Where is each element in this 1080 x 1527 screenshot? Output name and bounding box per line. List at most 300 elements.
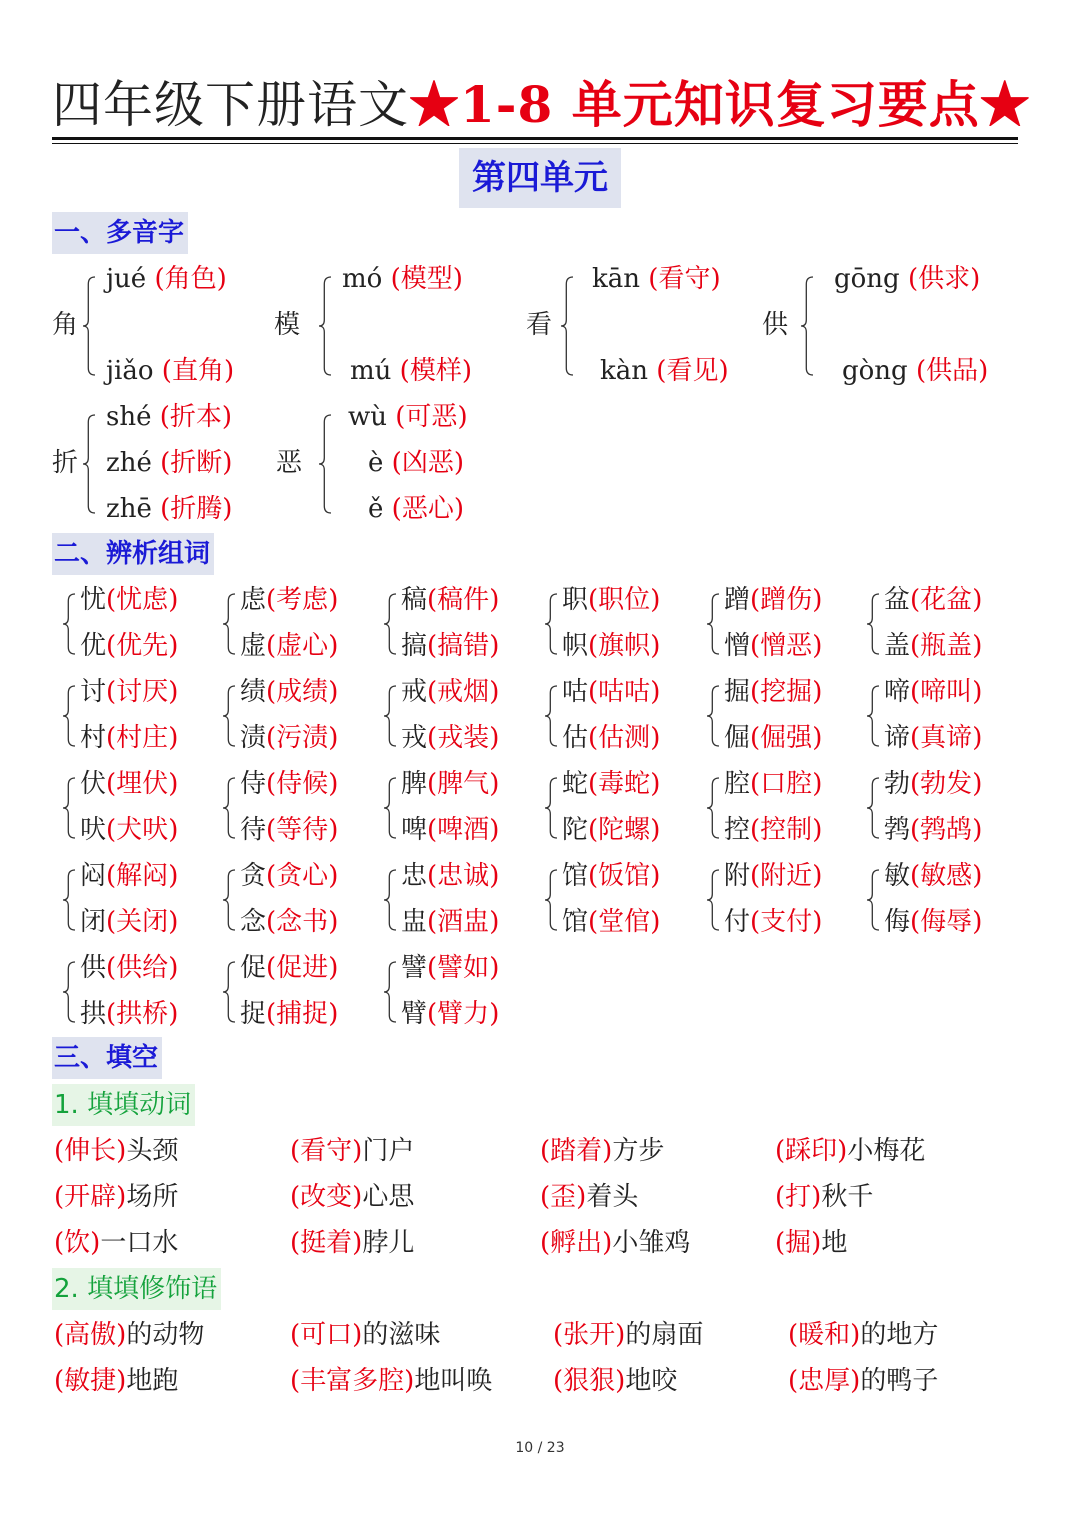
paren: ) bbox=[168, 723, 179, 753]
fill-item bbox=[290, 1134, 414, 1168]
example-word: 供求 bbox=[918, 264, 971, 294]
compare-char: 鹁 bbox=[884, 815, 911, 845]
paren: ( bbox=[427, 677, 438, 707]
paren: ( bbox=[290, 1366, 301, 1396]
compare-char: 敏 bbox=[884, 861, 911, 891]
compare-char: 优 bbox=[80, 631, 107, 661]
paren: ) bbox=[489, 677, 500, 707]
example-word: 看见 bbox=[666, 356, 719, 386]
brace-shape bbox=[222, 869, 236, 931]
phrase-rest: 地咬 bbox=[625, 1366, 678, 1396]
paren: ) bbox=[650, 815, 661, 845]
pinyin: ě bbox=[368, 494, 384, 524]
title-main: 四年级下册语文 bbox=[52, 76, 409, 134]
compare-char: 侮 bbox=[884, 907, 911, 937]
pinyin-line bbox=[342, 262, 463, 296]
brace-shape bbox=[706, 685, 720, 747]
compare-char: 忠 bbox=[401, 861, 428, 891]
brace-shape bbox=[222, 961, 236, 1023]
compare-item bbox=[401, 813, 499, 847]
compare-char: 勃 bbox=[884, 769, 911, 799]
compare-char: 渍 bbox=[240, 723, 267, 753]
paren: ) bbox=[650, 907, 661, 937]
paren: ( bbox=[290, 1136, 301, 1166]
compare-word: 忧虑 bbox=[116, 585, 169, 615]
phrase-rest: 小梅花 bbox=[847, 1136, 926, 1166]
paren: ( bbox=[540, 1136, 551, 1166]
paren: ( bbox=[540, 1228, 551, 1258]
compare-item bbox=[401, 951, 499, 985]
compare-char: 盆 bbox=[884, 585, 911, 615]
paren: ) bbox=[718, 356, 729, 386]
compare-word: 控制 bbox=[760, 815, 813, 845]
paren: ) bbox=[404, 1366, 415, 1396]
paren: ( bbox=[907, 356, 927, 386]
pinyin-line bbox=[834, 262, 980, 296]
compare-item bbox=[240, 997, 338, 1031]
brace-shape bbox=[544, 869, 558, 931]
fill-item bbox=[290, 1226, 414, 1260]
compare-item bbox=[80, 905, 178, 939]
compare-word: 勃发 bbox=[920, 769, 973, 799]
example-word: 折本 bbox=[169, 402, 222, 432]
paren: ( bbox=[54, 1136, 65, 1166]
pinyin: zhē bbox=[106, 494, 152, 524]
compare-char: 馆 bbox=[562, 907, 589, 937]
compare-word: 酒盅 bbox=[437, 907, 490, 937]
paren: ) bbox=[116, 1320, 127, 1350]
example-word: 供品 bbox=[926, 356, 979, 386]
brace-shape bbox=[222, 593, 236, 655]
brace-shape bbox=[82, 276, 96, 376]
fill-item bbox=[775, 1134, 925, 1168]
section-heading-tiankong: 三、填空 bbox=[52, 1037, 162, 1079]
phrase-rest: 脖儿 bbox=[362, 1228, 415, 1258]
paren: ( bbox=[106, 769, 117, 799]
compare-item bbox=[724, 859, 822, 893]
compare-item bbox=[884, 905, 982, 939]
paren: ( bbox=[290, 1182, 301, 1212]
answer-word: 开辟 bbox=[64, 1182, 117, 1212]
pinyin: wù bbox=[348, 402, 387, 432]
paren: ) bbox=[168, 907, 179, 937]
fill-item bbox=[788, 1318, 938, 1352]
paren: ( bbox=[910, 631, 921, 661]
compare-item bbox=[884, 583, 982, 617]
compare-char: 谛 bbox=[884, 723, 911, 753]
compare-char: 啼 bbox=[884, 677, 911, 707]
phrase-rest: 的滋味 bbox=[362, 1320, 441, 1350]
compare-item bbox=[401, 859, 499, 893]
pinyin: gòng bbox=[842, 356, 908, 386]
polyphone-char: 模 bbox=[274, 310, 301, 340]
pinyin: gōng bbox=[834, 264, 900, 294]
paren: ) bbox=[650, 723, 661, 753]
paren: ( bbox=[266, 631, 277, 661]
example-word: 模样 bbox=[409, 356, 462, 386]
compare-char: 稿 bbox=[401, 585, 428, 615]
paren: ) bbox=[489, 631, 500, 661]
paren: ) bbox=[328, 585, 339, 615]
compare-char: 讨 bbox=[80, 677, 107, 707]
phrase-rest: 地 bbox=[821, 1228, 848, 1258]
brace-shape bbox=[383, 685, 397, 747]
compare-word: 估测 bbox=[598, 723, 651, 753]
paren: ( bbox=[910, 723, 921, 753]
compare-char: 陀 bbox=[562, 815, 589, 845]
paren: ( bbox=[54, 1366, 65, 1396]
pinyin-line bbox=[592, 262, 721, 296]
paren: ( bbox=[553, 1320, 564, 1350]
compare-char: 馆 bbox=[562, 861, 589, 891]
paren: ( bbox=[383, 448, 402, 478]
compare-word: 贪心 bbox=[276, 861, 329, 891]
answer-word: 看守 bbox=[300, 1136, 353, 1166]
compare-word: 附近 bbox=[760, 861, 813, 891]
compare-word: 成绩 bbox=[276, 677, 329, 707]
compare-item bbox=[884, 675, 982, 709]
pinyin: kān bbox=[592, 264, 641, 294]
paren: ( bbox=[106, 585, 117, 615]
pinyin-line bbox=[368, 446, 464, 480]
brace-shape bbox=[560, 276, 574, 376]
compare-item bbox=[80, 951, 178, 985]
brace-shape bbox=[544, 685, 558, 747]
compare-word: 毒蛇 bbox=[598, 769, 651, 799]
paren: ( bbox=[750, 907, 761, 937]
compare-word: 促进 bbox=[276, 953, 329, 983]
compare-item bbox=[80, 675, 178, 709]
fill-item bbox=[553, 1364, 677, 1398]
compare-word: 堂倌 bbox=[598, 907, 651, 937]
compare-item bbox=[240, 583, 338, 617]
phrase-rest: 的动物 bbox=[126, 1320, 205, 1350]
paren: ( bbox=[910, 815, 921, 845]
paren: ( bbox=[588, 585, 599, 615]
brace-shape bbox=[544, 777, 558, 839]
brace-shape bbox=[706, 869, 720, 931]
compare-item bbox=[401, 583, 499, 617]
compare-char: 伏 bbox=[80, 769, 107, 799]
paren: ( bbox=[427, 631, 438, 661]
paren: ( bbox=[382, 264, 401, 294]
paren: ) bbox=[216, 264, 227, 294]
paren: ) bbox=[116, 1182, 127, 1212]
brace-shape bbox=[222, 777, 236, 839]
compare-item bbox=[724, 629, 822, 663]
phrase-rest: 的地方 bbox=[860, 1320, 939, 1350]
paren: ( bbox=[910, 585, 921, 615]
paren: ( bbox=[106, 723, 117, 753]
brace-shape bbox=[62, 869, 76, 931]
compare-word: 口腔 bbox=[760, 769, 813, 799]
brace-shape bbox=[383, 593, 397, 655]
paren: ) bbox=[168, 999, 179, 1029]
fill-item bbox=[54, 1134, 178, 1168]
compare-word: 等待 bbox=[276, 815, 329, 845]
paren: ( bbox=[540, 1182, 551, 1212]
compare-char: 憎 bbox=[724, 631, 751, 661]
compare-word: 敏感 bbox=[920, 861, 973, 891]
phrase-rest: 的扇面 bbox=[625, 1320, 704, 1350]
paren: ( bbox=[106, 999, 117, 1029]
paren: ( bbox=[266, 999, 277, 1029]
paren: ( bbox=[588, 907, 599, 937]
fill-item bbox=[54, 1226, 178, 1260]
title-rule-thin bbox=[52, 143, 1018, 144]
compare-word: 拱桥 bbox=[116, 999, 169, 1029]
answer-word: 踏着 bbox=[550, 1136, 603, 1166]
paren: ) bbox=[615, 1366, 626, 1396]
paren: ) bbox=[650, 861, 661, 891]
compare-item bbox=[240, 905, 338, 939]
paren: ) bbox=[812, 585, 823, 615]
phrase-rest: 门户 bbox=[362, 1136, 415, 1166]
paren: ( bbox=[427, 861, 438, 891]
compare-item bbox=[562, 675, 660, 709]
compare-char: 吠 bbox=[80, 815, 107, 845]
compare-item bbox=[80, 813, 178, 847]
compare-item bbox=[562, 905, 660, 939]
paren: ( bbox=[54, 1320, 65, 1350]
compare-word: 旗帜 bbox=[598, 631, 651, 661]
paren: ) bbox=[223, 356, 235, 386]
pinyin: kàn bbox=[600, 356, 649, 386]
paren: ) bbox=[972, 815, 983, 845]
polyphone-char: 恶 bbox=[276, 448, 303, 478]
compare-word: 讨厌 bbox=[116, 677, 169, 707]
paren: ( bbox=[427, 815, 438, 845]
paren: ) bbox=[457, 402, 468, 432]
paren: ( bbox=[588, 723, 599, 753]
paren: ( bbox=[427, 907, 438, 937]
paren: ( bbox=[266, 953, 277, 983]
brace-shape bbox=[318, 414, 332, 514]
compare-char: 促 bbox=[240, 953, 267, 983]
paren: ) bbox=[168, 815, 179, 845]
compare-char: 虑 bbox=[240, 585, 267, 615]
paren: ) bbox=[970, 264, 981, 294]
paren: ) bbox=[489, 585, 500, 615]
answer-word: 可口 bbox=[300, 1320, 353, 1350]
paren: ) bbox=[116, 1136, 127, 1166]
compare-char: 譬 bbox=[401, 953, 428, 983]
compare-item bbox=[562, 859, 660, 893]
phrase-rest: 的鸭子 bbox=[860, 1366, 939, 1396]
compare-item bbox=[80, 721, 178, 755]
pinyin-line bbox=[106, 492, 232, 526]
pinyin-line bbox=[368, 492, 464, 526]
compare-item bbox=[884, 859, 982, 893]
compare-word: 捕捉 bbox=[276, 999, 329, 1029]
polyphone-char: 折 bbox=[52, 448, 79, 478]
title-rule bbox=[52, 137, 1018, 140]
paren: ) bbox=[650, 631, 661, 661]
paren: ( bbox=[266, 907, 277, 937]
compare-word: 念书 bbox=[276, 907, 329, 937]
paren: ( bbox=[588, 631, 599, 661]
fill-item bbox=[540, 1226, 690, 1260]
compare-char: 脾 bbox=[401, 769, 428, 799]
compare-item bbox=[401, 767, 499, 801]
paren: ( bbox=[266, 723, 277, 753]
compare-item bbox=[80, 583, 178, 617]
compare-word: 供给 bbox=[116, 953, 169, 983]
paren: ( bbox=[266, 815, 277, 845]
paren: ( bbox=[151, 494, 171, 524]
paren: ( bbox=[750, 585, 761, 615]
compare-word: 村庄 bbox=[116, 723, 169, 753]
compare-word: 解闷 bbox=[116, 861, 169, 891]
pinyin-line bbox=[842, 354, 988, 388]
compare-word: 支付 bbox=[760, 907, 813, 937]
paren: ( bbox=[383, 494, 402, 524]
paren: ( bbox=[266, 677, 277, 707]
compare-item bbox=[80, 997, 178, 1031]
compare-char: 啤 bbox=[401, 815, 428, 845]
compare-word: 啤酒 bbox=[437, 815, 490, 845]
answer-word: 张开 bbox=[563, 1320, 616, 1350]
compare-word: 饭馆 bbox=[598, 861, 651, 891]
compare-word: 关闭 bbox=[116, 907, 169, 937]
compare-word: 戎装 bbox=[437, 723, 490, 753]
paren: ( bbox=[750, 631, 761, 661]
answer-word: 敏捷 bbox=[64, 1366, 117, 1396]
pinyin: jué bbox=[106, 264, 147, 294]
compare-item bbox=[240, 721, 338, 755]
compare-word: 脾气 bbox=[437, 769, 490, 799]
paren: ) bbox=[221, 402, 233, 432]
paren: ( bbox=[266, 769, 277, 799]
fill-item bbox=[553, 1318, 703, 1352]
compare-item bbox=[240, 859, 338, 893]
paren: ) bbox=[602, 1228, 613, 1258]
pinyin-line bbox=[348, 400, 468, 434]
paren: ) bbox=[972, 677, 983, 707]
paren: ) bbox=[222, 494, 233, 524]
compare-item bbox=[80, 767, 178, 801]
compare-char: 闭 bbox=[80, 907, 107, 937]
brace-shape bbox=[544, 593, 558, 655]
brace-shape bbox=[318, 276, 332, 376]
brace-shape bbox=[706, 777, 720, 839]
unit-label: 第四单元 bbox=[459, 148, 621, 208]
compare-word: 虚心 bbox=[276, 631, 329, 661]
paren: ) bbox=[489, 907, 500, 937]
fill-item bbox=[788, 1364, 938, 1398]
paren: ) bbox=[222, 448, 233, 478]
section-heading-duoyinzi: 一、多音字 bbox=[52, 212, 188, 254]
phrase-rest: 地跑 bbox=[126, 1366, 179, 1396]
paren: ( bbox=[266, 585, 277, 615]
compare-item bbox=[562, 721, 660, 755]
answer-word: 暖和 bbox=[798, 1320, 851, 1350]
paren: ( bbox=[788, 1320, 799, 1350]
paren: ( bbox=[899, 264, 919, 294]
compare-char: 帜 bbox=[562, 631, 589, 661]
pinyin-line bbox=[106, 446, 232, 480]
compare-word: 譬如 bbox=[437, 953, 490, 983]
compare-word: 真谛 bbox=[920, 723, 973, 753]
paren: ( bbox=[290, 1320, 301, 1350]
paren: ) bbox=[850, 1320, 861, 1350]
paren: ) bbox=[352, 1136, 363, 1166]
compare-char: 掘 bbox=[724, 677, 751, 707]
brace-shape bbox=[383, 777, 397, 839]
paren: ) bbox=[972, 631, 983, 661]
pinyin: shé bbox=[106, 402, 152, 432]
phrase-rest: 秋千 bbox=[821, 1182, 874, 1212]
paren: ( bbox=[54, 1182, 65, 1212]
phrase-rest: 地叫唤 bbox=[414, 1366, 493, 1396]
paren: ) bbox=[812, 907, 823, 937]
paren: ) bbox=[650, 769, 661, 799]
paren: ( bbox=[387, 402, 406, 432]
paren: ( bbox=[266, 861, 277, 891]
brace-shape bbox=[62, 685, 76, 747]
compare-char: 忧 bbox=[80, 585, 107, 615]
paren: ( bbox=[151, 402, 170, 432]
paren: ) bbox=[811, 1182, 822, 1212]
paren: ( bbox=[750, 861, 761, 891]
paren: ) bbox=[812, 631, 823, 661]
paren: ) bbox=[352, 1228, 363, 1258]
compare-word: 陀螺 bbox=[598, 815, 651, 845]
fill-item bbox=[290, 1364, 492, 1398]
page-title bbox=[52, 74, 1031, 136]
answer-word: 孵出 bbox=[550, 1228, 603, 1258]
paren: ) bbox=[812, 677, 823, 707]
paren: ) bbox=[812, 769, 823, 799]
answer-word: 丰富多腔 bbox=[300, 1366, 405, 1396]
paren: ( bbox=[750, 769, 761, 799]
paren: ( bbox=[106, 815, 117, 845]
fill-item bbox=[775, 1226, 847, 1260]
fill-item bbox=[54, 1180, 178, 1214]
paren: ( bbox=[588, 861, 599, 891]
compare-char: 拱 bbox=[80, 999, 107, 1029]
polyphone-char: 供 bbox=[762, 310, 789, 340]
subsection-verbs: 1. 填填动词 bbox=[52, 1084, 195, 1126]
paren: ( bbox=[910, 677, 921, 707]
compare-word: 埋伏 bbox=[116, 769, 169, 799]
paren: ) bbox=[972, 769, 983, 799]
brace-shape bbox=[82, 414, 96, 514]
paren: ) bbox=[837, 1136, 848, 1166]
paren: ( bbox=[910, 769, 921, 799]
compare-item bbox=[240, 629, 338, 663]
compare-char: 侍 bbox=[240, 769, 267, 799]
compare-item bbox=[724, 675, 822, 709]
compare-item bbox=[562, 629, 660, 663]
compare-word: 憎恶 bbox=[760, 631, 813, 661]
compare-word: 侍候 bbox=[276, 769, 329, 799]
paren: ( bbox=[750, 723, 761, 753]
polyphone-char: 看 bbox=[526, 310, 553, 340]
paren: ( bbox=[106, 631, 117, 661]
paren: ) bbox=[972, 907, 983, 937]
paren: ( bbox=[750, 677, 761, 707]
paren: ) bbox=[489, 769, 500, 799]
compare-item bbox=[240, 767, 338, 801]
compare-word: 倔强 bbox=[760, 723, 813, 753]
paren: ( bbox=[640, 264, 659, 294]
compare-item bbox=[724, 905, 822, 939]
paren: ) bbox=[352, 1182, 363, 1212]
paren: ) bbox=[615, 1320, 626, 1350]
pinyin: zhé bbox=[106, 448, 152, 478]
paren: ) bbox=[116, 1366, 127, 1396]
